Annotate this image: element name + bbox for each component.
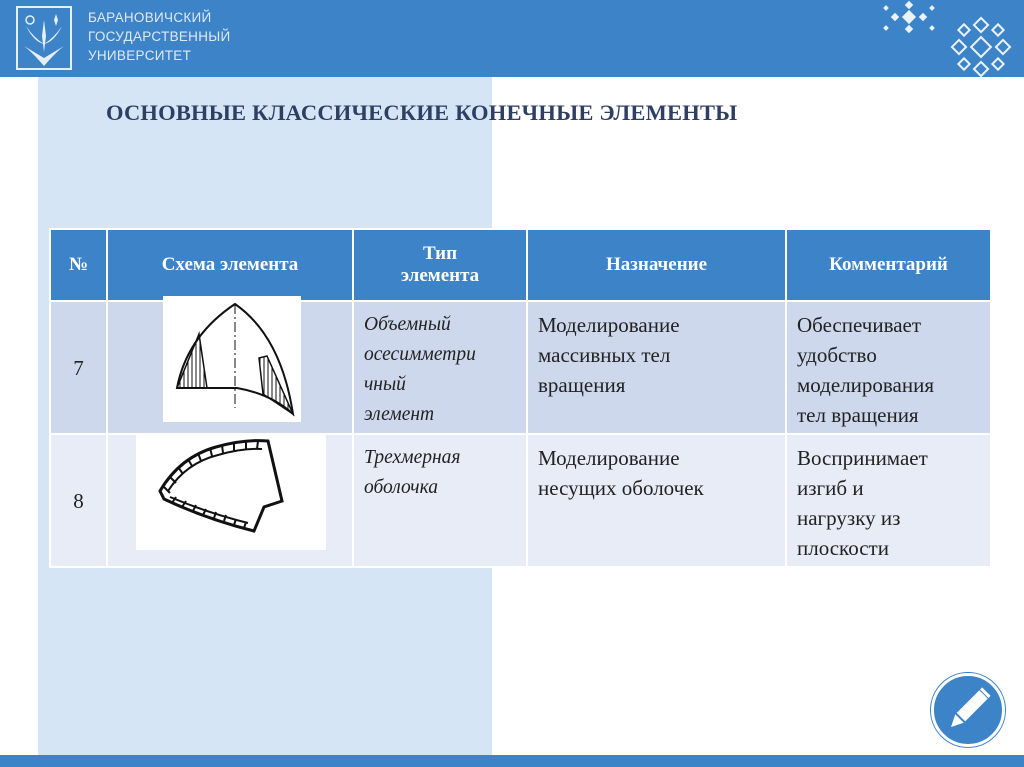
- header-type-line2: элемента: [400, 265, 480, 286]
- table-row: [50, 301, 991, 434]
- comment-line: Воспринимает: [797, 446, 928, 470]
- comment-line: плоскости: [797, 536, 889, 560]
- purpose-line: вращения: [538, 373, 626, 397]
- footer-bar: [0, 755, 1024, 767]
- university-name-line1: БАРАНОВИЧСКИЙ: [88, 10, 212, 25]
- type-line: осесимметри: [364, 344, 476, 365]
- table-row: [50, 434, 991, 567]
- comment-line: Обеспечивает: [797, 313, 922, 337]
- row-number: 7: [50, 301, 107, 434]
- shell-element-diagram: [136, 435, 326, 550]
- page-title: ОСНОВНЫЕ КЛАССИЧЕСКИЕ КОНЕЧНЫЕ ЭЛЕМЕНТЫ: [106, 100, 738, 125]
- elements-table: [49, 228, 992, 568]
- element-purpose: [527, 301, 786, 434]
- element-scheme-cell: [107, 434, 353, 567]
- comment-line: тел вращения: [797, 403, 919, 427]
- type-line: Трехмерная: [364, 447, 461, 468]
- element-type: [353, 434, 527, 567]
- table-header-row: [50, 229, 991, 301]
- comment-line: удобство: [797, 343, 877, 367]
- element-comment: [786, 301, 991, 434]
- element-type: [353, 301, 527, 434]
- header-type-line1: Тип: [422, 243, 458, 264]
- header-scheme: Схема элемента: [107, 229, 353, 301]
- element-comment: [786, 434, 991, 567]
- purpose-line: Моделирование: [538, 313, 680, 337]
- snowflake-ornament-icon: [880, 0, 938, 38]
- snowflake-ornament-icon: [950, 16, 1012, 78]
- type-line: элемент: [364, 404, 435, 425]
- header-bar: [0, 0, 1024, 77]
- header-type: [353, 229, 527, 301]
- comment-line: нагрузку из: [797, 506, 901, 530]
- element-purpose: [527, 434, 786, 567]
- type-line: Объемный: [364, 314, 451, 335]
- row-number: 8: [50, 434, 107, 567]
- purpose-line: Моделирование: [538, 446, 680, 470]
- header-comment: Комментарий: [786, 229, 991, 301]
- header-purpose: Назначение: [527, 229, 786, 301]
- university-logo-icon: [16, 6, 72, 70]
- edit-button[interactable]: [931, 673, 1005, 747]
- type-line: чный: [364, 374, 406, 395]
- university-name-line3: УНИВЕРСИТЕТ: [88, 48, 192, 63]
- element-scheme-cell: [107, 301, 353, 434]
- comment-line: изгиб и: [797, 476, 864, 500]
- university-name-line2: ГОСУДАРСТВЕННЫЙ: [88, 29, 231, 44]
- comment-line: моделирования: [797, 373, 935, 397]
- university-name: [88, 8, 231, 65]
- purpose-line: массивных тел: [538, 343, 671, 367]
- type-line: оболочка: [364, 477, 438, 498]
- axisymmetric-element-diagram: [163, 296, 301, 422]
- pencil-icon: [934, 676, 1002, 744]
- purpose-line: несущих оболочек: [538, 476, 704, 500]
- header-num: №: [50, 229, 107, 301]
